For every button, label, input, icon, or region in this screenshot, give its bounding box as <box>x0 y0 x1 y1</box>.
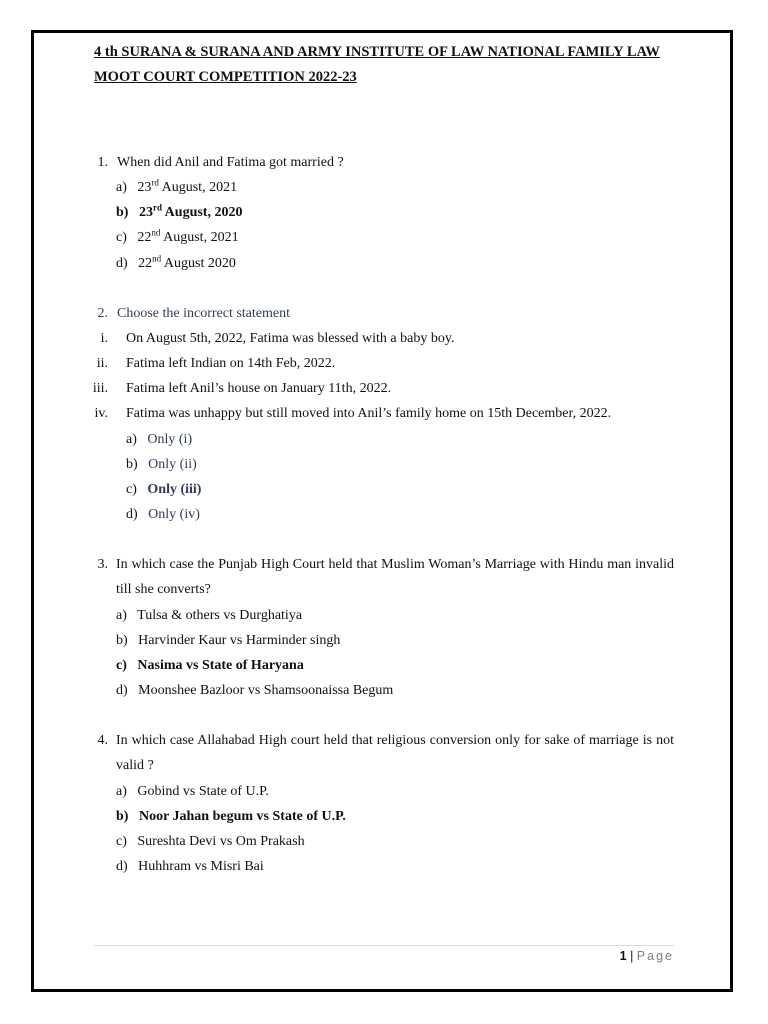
question-2-number: 2. <box>97 306 108 321</box>
option-label: b) <box>126 457 138 472</box>
option-label: b) <box>116 205 129 220</box>
option-rest: August, 2021 <box>158 180 238 195</box>
page-label: Page <box>636 949 674 963</box>
q2-option-c <box>126 480 201 500</box>
option-label: d) <box>126 507 138 522</box>
option-label: d) <box>116 256 128 271</box>
option-rest: August 2020 <box>161 256 236 271</box>
q3-option-d <box>116 681 393 701</box>
q4-option-a <box>116 782 269 802</box>
option-rest: August, 2020 <box>161 205 243 220</box>
option-rest: August, 2021 <box>160 230 239 245</box>
footer-divider <box>94 945 674 946</box>
option-text: Gobind vs State of U.P. <box>137 784 269 799</box>
statement-label: i. <box>100 331 108 346</box>
option-label: a) <box>116 608 127 623</box>
option-text: Nasima vs State of Haryana <box>137 658 304 673</box>
q1-option-d <box>116 254 236 274</box>
question-3-text: In which case the Punjab High Court held that Muslim Woman’s Marriage with Hindu man invalid till she converts? <box>116 557 674 597</box>
option-text: Only (iii) <box>147 482 202 497</box>
option-label: b) <box>116 809 129 824</box>
q2-option-b <box>126 455 197 475</box>
q1-option-c <box>116 228 239 248</box>
statement-label: iv. <box>94 406 108 421</box>
option-day: 22 <box>137 230 152 245</box>
statement-text: Fatima left Indian on 14th Feb, 2022. <box>126 356 336 371</box>
option-day: 22 <box>138 256 153 271</box>
option-label: c) <box>116 658 127 673</box>
q3-option-c <box>116 656 304 676</box>
statement-text: Fatima was unhappy but still moved into Anil’s family home on 15th December, 2022. <box>126 406 612 421</box>
q2-option-a <box>126 430 192 450</box>
option-label: c) <box>126 482 137 497</box>
option-sup: nd <box>151 227 161 238</box>
option-label: b) <box>116 633 128 648</box>
footer-separator: | <box>626 949 637 963</box>
option-day: 23 <box>137 180 152 195</box>
option-text: Only (i) <box>147 432 193 447</box>
statement-label: ii. <box>96 356 108 371</box>
statement-text: Fatima left Anil’s house on January 11th, 2022. <box>126 381 392 396</box>
question-2-text: Choose the incorrect statement <box>117 306 290 321</box>
option-sup: rd <box>152 202 162 213</box>
statement-label: iii. <box>92 381 108 396</box>
option-text: Sureshta Devi vs Om Prakash <box>137 834 305 849</box>
q3-option-a <box>116 606 302 626</box>
option-label: c) <box>116 230 127 245</box>
statement-text: On August 5th, 2022, Fatima was blessed with a baby boy. <box>126 331 455 346</box>
option-text: Only (iv) <box>148 507 200 522</box>
q2-option-d <box>126 505 200 525</box>
question-4-number: 4. <box>97 733 108 748</box>
option-text: Huhhram vs Misri Bai <box>138 859 264 874</box>
question-3-number: 3. <box>97 557 108 572</box>
q4-option-c <box>116 832 305 852</box>
option-text: Noor Jahan begum vs State of U.P. <box>138 809 346 824</box>
option-text: Only (ii) <box>148 457 197 472</box>
page-footer <box>620 947 674 965</box>
option-sup: nd <box>152 253 162 264</box>
option-label: a) <box>116 180 127 195</box>
option-text: Tulsa & others vs Durghatiya <box>137 608 303 623</box>
q1-option-b <box>116 203 242 223</box>
option-label: a) <box>126 432 137 447</box>
option-day: 23 <box>138 205 153 220</box>
option-label: d) <box>116 859 128 874</box>
question-4-text: In which case Allahabad High court held that religious conversion only for sake of marriage is not valid ? <box>116 733 674 773</box>
document-title: 4 th SURANA & SURANA AND ARMY INSTITUTE OF LAW NATIONAL FAMILY LAW MOOT COURT COMPETITION 2022-23 <box>94 44 660 85</box>
option-text: Harvinder Kaur vs Harminder singh <box>138 633 341 648</box>
question-1-number: 1. <box>97 155 108 170</box>
q1-option-a <box>116 178 237 198</box>
option-text: Moonshee Bazloor vs Shamsoonaissa Begum <box>138 683 394 698</box>
q4-option-d <box>116 857 264 877</box>
option-label: a) <box>116 784 127 799</box>
question-1-text: When did Anil and Fatima got married ? <box>117 155 344 170</box>
option-label: d) <box>116 683 128 698</box>
q3-option-b <box>116 631 340 651</box>
q4-option-b <box>116 807 346 827</box>
option-label: c) <box>116 834 127 849</box>
option-sup: rd <box>151 177 159 188</box>
page-number: 1 <box>619 949 627 963</box>
